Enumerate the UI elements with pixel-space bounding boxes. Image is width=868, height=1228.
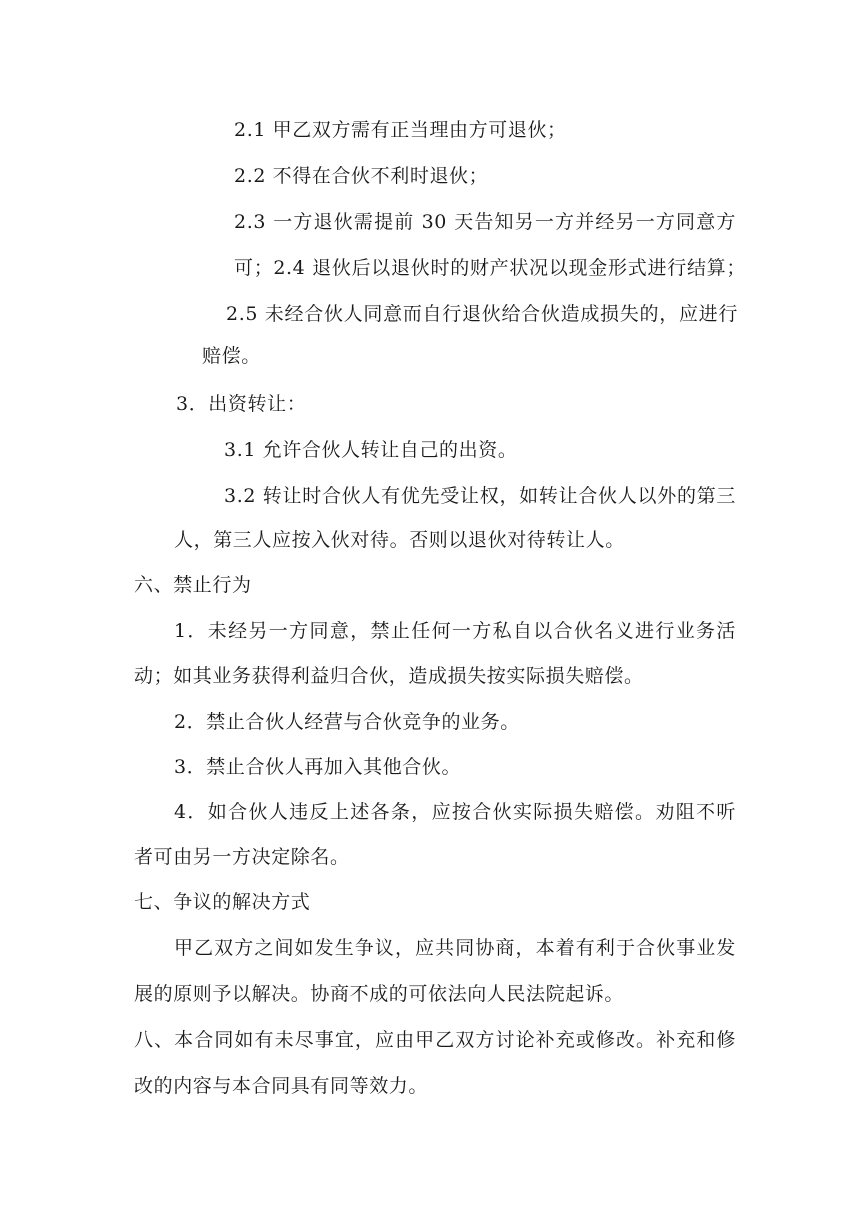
section-6-item-3: 3．禁止合伙人再加入其他合伙。 xyxy=(174,756,462,778)
section-6-item-4-cont: 者可由另一方决定除名。 xyxy=(134,846,350,868)
clause-3-1: 3.1 允许合伙人转让自己的出资。 xyxy=(224,439,518,461)
section-6-item-1-cont: 动；如其业务获得利益归合伙，造成损失按实际损失赔偿。 xyxy=(134,665,644,687)
clause-2-1: 2.1 甲乙双方需有正当理由方可退伙； xyxy=(234,119,567,141)
section-6-heading: 六、禁止行为 xyxy=(134,574,252,596)
section-7-text-cont: 展的原则予以解决。协商不成的可依法向人民法院起诉。 xyxy=(134,983,625,1005)
clause-2-5: 2.5 未经合伙人同意而自行退伙给合伙造成损失的，应进行 xyxy=(226,303,738,325)
clause-3-heading: 3．出资转让： xyxy=(176,393,307,415)
section-6-item-1: 1．未经另一方同意，禁止任何一方私自以合伙名义进行业务活 xyxy=(174,620,736,642)
clause-3-2: 3.2 转让时合伙人有优先受让权，如转让合伙人以外的第三 xyxy=(224,485,736,507)
clause-2-5-cont: 赔偿。 xyxy=(202,345,261,367)
clause-2-4: 可；2.4 退伙后以退伙时的财产状况以现金形式进行结算； xyxy=(234,257,746,279)
section-6-item-2: 2．禁止合伙人经营与合伙竞争的业务。 xyxy=(174,711,520,733)
clause-2-2: 2.2 不得在合伙不利时退伙； xyxy=(234,165,489,187)
section-7-heading: 七、争议的解决方式 xyxy=(134,891,311,913)
clause-3-2-cont: 人，第三人应按入伙对待。否则以退伙对待转让人。 xyxy=(174,529,625,551)
section-8-text-cont: 改的内容与本合同具有同等效力。 xyxy=(134,1075,429,1097)
clause-2-3: 2.3 一方退伙需提前 30 天告知另一方并经另一方同意方 xyxy=(234,211,736,233)
section-8-text: 八、本合同如有未尽事宜，应由甲乙双方讨论补充或修改。补充和修 xyxy=(134,1029,736,1051)
section-7-text: 甲乙双方之间如发生争议，应共同协商，本着有利于合伙事业发 xyxy=(174,937,736,959)
section-6-item-4: 4．如合伙人违反上述各条，应按合伙实际损失赔偿。劝阻不听 xyxy=(174,801,736,823)
